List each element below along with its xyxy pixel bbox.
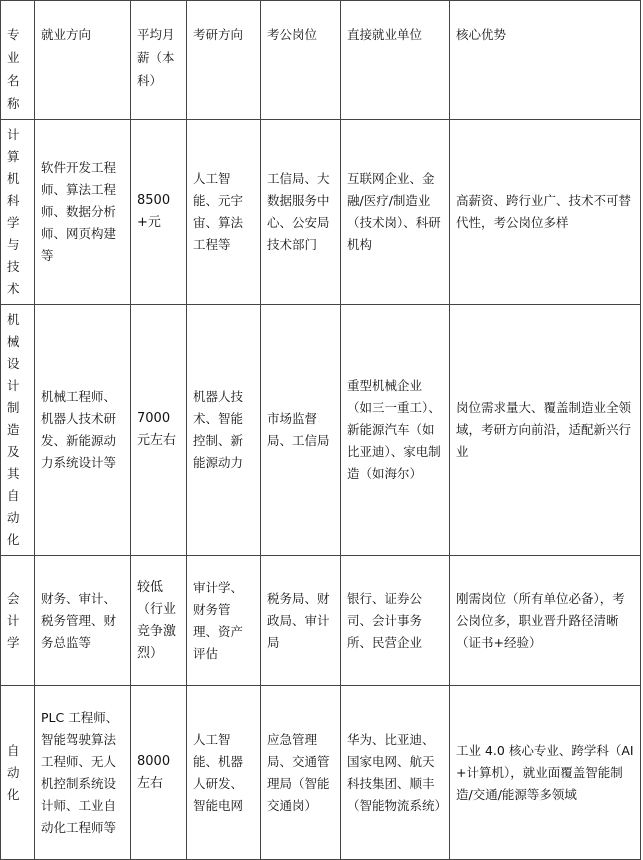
header-row	[1, 1, 641, 120]
header-civil: 考公岗位	[261, 1, 341, 120]
cell-civil: 工信局、大数据服务中心、公安局技术部门	[261, 120, 341, 305]
cell-direction: PLC 工程师、智能驾驶算法工程师、无人机控制系统设计师、工业自动化工程师等	[35, 686, 131, 860]
cell-direction: 机械工程师、机器人技术研发、新能源动力系统设计等	[35, 305, 131, 556]
table-row	[1, 556, 641, 686]
cell-civil: 市场监督局、工信局	[261, 305, 341, 556]
cell-civil: 应急管理局、交通管理局（智能交通岗）	[261, 686, 341, 860]
cell-salary: 8500+元	[131, 120, 187, 305]
cell-postgrad: 人工智能、机器人研发、智能电网	[187, 686, 261, 860]
cell-advantage: 刚需岗位（所有单位必备），考公岗位多，职业晋升路径清晰（证书+经验）	[450, 556, 641, 686]
header-direction: 就业方向	[35, 1, 131, 120]
cell-major: 会计学	[1, 556, 35, 686]
table-row	[1, 305, 641, 556]
table-row	[1, 120, 641, 305]
cell-salary: 较低（行业竞争激烈）	[131, 556, 187, 686]
cell-postgrad: 机器人技术、智能控制、新能源动力	[187, 305, 261, 556]
cell-advantage: 工业 4.0 核心专业、跨学科（AI+计算机），就业面覆盖智能制造/交通/能源等多领域	[450, 686, 641, 860]
cell-postgrad: 人工智能、元宇宙、算法工程等	[187, 120, 261, 305]
cell-advantage: 岗位需求量大、覆盖制造业全领域，考研方向前沿，适配新兴行业	[450, 305, 641, 556]
header-advantage: 核心优势	[450, 1, 641, 120]
table-row	[1, 686, 641, 860]
header-employer: 直接就业单位	[341, 1, 450, 120]
cell-major: 计算机科学与技术	[1, 120, 35, 305]
cell-direction: 软件开发工程师、算法工程师、数据分析师、网页构建等	[35, 120, 131, 305]
header-salary: 平均月薪（本科）	[131, 1, 187, 120]
cell-civil: 税务局、财政局、审计局	[261, 556, 341, 686]
cell-direction: 财务、审计、税务管理、财务总监等	[35, 556, 131, 686]
cell-postgrad: 审计学、财务管理、资产评估	[187, 556, 261, 686]
cell-advantage: 高薪资、跨行业广、技术不可替代性，考公岗位多样	[450, 120, 641, 305]
cell-employer: 华为、比亚迪、国家电网、航天科技集团、顺丰（智能物流系统）	[341, 686, 450, 860]
cell-employer: 互联网企业、金融/医疗/制造业（技术岗）、科研机构	[341, 120, 450, 305]
cell-salary: 8000 左右	[131, 686, 187, 860]
cell-employer: 重型机械企业（如三一重工）、新能源汽车（如比亚迪）、家电制造（如海尔）	[341, 305, 450, 556]
header-postgrad: 考研方向	[187, 1, 261, 120]
cell-salary: 7000 元左右	[131, 305, 187, 556]
header-major: 专业名称	[1, 1, 35, 120]
cell-major: 机械设计制造及其自动化	[1, 305, 35, 556]
cell-major: 自动化	[1, 686, 35, 860]
cell-employer: 银行、证券公司、会计事务所、民营企业	[341, 556, 450, 686]
